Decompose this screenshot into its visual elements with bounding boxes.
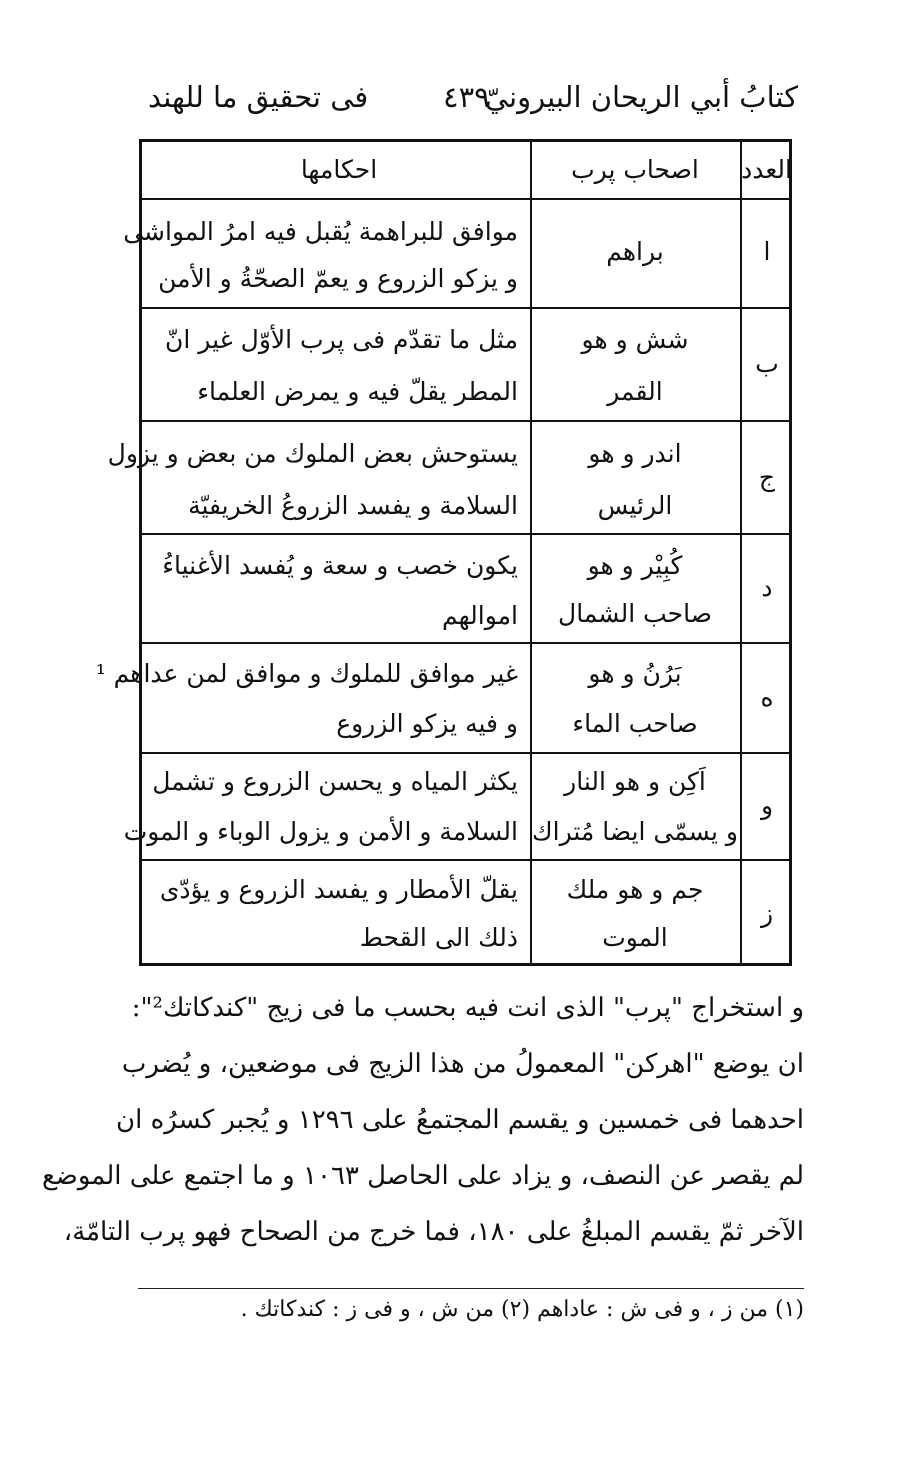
parva-name: شش و هو — [581, 325, 689, 354]
header-count: العدد — [741, 155, 792, 184]
row-divider — [142, 859, 789, 861]
parva-ruling-line: غير موافق للملوك و موافق لمن عداهم ¹ — [95, 659, 518, 688]
row-number: د — [761, 573, 773, 602]
row-divider — [142, 752, 789, 754]
parva-name: بَرُنُ و هو — [588, 659, 682, 688]
parva-ruling-line: مثل ما تقدّم فى پرب الأوّل غير انّ — [165, 325, 518, 354]
parva-name-sub: صاحب الماء — [572, 709, 698, 738]
parva-name: اَكِن و هو النار — [564, 767, 706, 796]
body-line: ان يوضع "اهركن" المعمولُ من هذا الزيج فى موضعين، و يُضرب — [121, 1049, 804, 1079]
parva-name-sub: و يسمّى ايضا مُتراك — [532, 817, 738, 846]
row-number: ز — [760, 899, 774, 928]
parva-name-sub: صاحب الشمال — [558, 599, 712, 628]
row-divider — [142, 533, 789, 535]
row-number: و — [760, 791, 774, 820]
row-number: ج — [758, 463, 776, 492]
running-head — [138, 72, 798, 122]
row-divider — [142, 642, 789, 644]
book-subtitle: فى تحقيق ما للهند — [148, 80, 369, 114]
body-line: و استخراج "پرب" الذى انت فيه بحسب ما فى زيج "كندكاتك²": — [131, 993, 804, 1023]
parva-ruling-line: يقلّ الأمطار و يفسد الزروع و يؤدّى — [159, 875, 518, 904]
book-title: كتابُ أبي الريحان البيرونيّ — [484, 80, 798, 114]
parva-name-sub: القمر — [607, 377, 663, 406]
parva-ruling-line: اموالهم — [442, 601, 518, 630]
page-number: ٤٣٩ — [443, 80, 490, 114]
parva-ruling-line: و فيه يزكو الزروع — [336, 709, 518, 738]
row-number: ه — [760, 683, 774, 712]
footnote-separator — [138, 1288, 804, 1289]
header-rulings: احكامها — [300, 155, 378, 184]
parva-name: جم و هو ملك — [566, 875, 704, 904]
body-paragraph — [41, 980, 804, 1260]
body-line: احدهما فى خمسين و يقسم المجتمعُ على ١٢٩٦ و يُجبر كسرُه ان — [116, 1105, 804, 1135]
body-line: الآخر ثمّ يقسم المبلغُ على ١٨٠، فما خرج من الصحاح فهو پرب التامّة، — [63, 1217, 804, 1247]
row-divider — [142, 307, 789, 309]
parva-ruling-line: يكثر المياه و يحسن الزروع و تشمل — [152, 767, 518, 796]
parva-table — [95, 139, 792, 966]
parva-ruling-line: موافق للبراهمة يُقبل فيه امرُ المواشى — [123, 217, 518, 246]
parva-ruling-line: السلامة و الأمن و يزول الوباء و الموت — [123, 817, 518, 846]
parva-ruling-line: السلامة و يفسد الزروعُ الخريفيّة — [188, 491, 518, 520]
parva-name: اندر و هو — [588, 439, 682, 468]
parva-ruling-line: و يزكو الزروع و يعمّ الصحّةُ و الأمن — [158, 264, 518, 293]
row-divider — [142, 198, 789, 200]
row-number: ا — [763, 237, 771, 266]
header-parva-lords: اصحاب پرب — [571, 155, 699, 184]
parva-name: براهم — [606, 237, 664, 266]
parva-name-sub: الرئيس — [597, 491, 673, 520]
body-line: لم يقصر عن النصف، و يزاد على الحاصل ١٠٦٣ و ما اجتمع على الموضع — [41, 1161, 804, 1191]
row-divider — [142, 420, 789, 422]
parva-name: كُبِيْر و هو — [587, 551, 683, 580]
parva-ruling-line: ذلك الى القحط — [359, 923, 518, 952]
parva-ruling-line: يستوحش بعض الملوك من بعض و يزول — [107, 439, 518, 468]
parva-name-sub: الموت — [602, 923, 668, 952]
row-number: ب — [755, 349, 779, 378]
footnote: (١) من ز ، و فى ش : عاداهم (٢) من ش ، و فى ز : كندكاتك . — [240, 1297, 804, 1322]
parva-ruling-line: المطر يقلّ فيه و يمرض العلماء — [197, 377, 518, 406]
parva-ruling-line: يكون خصب و سعة و يُفسد الأغنياءُ — [162, 551, 518, 580]
